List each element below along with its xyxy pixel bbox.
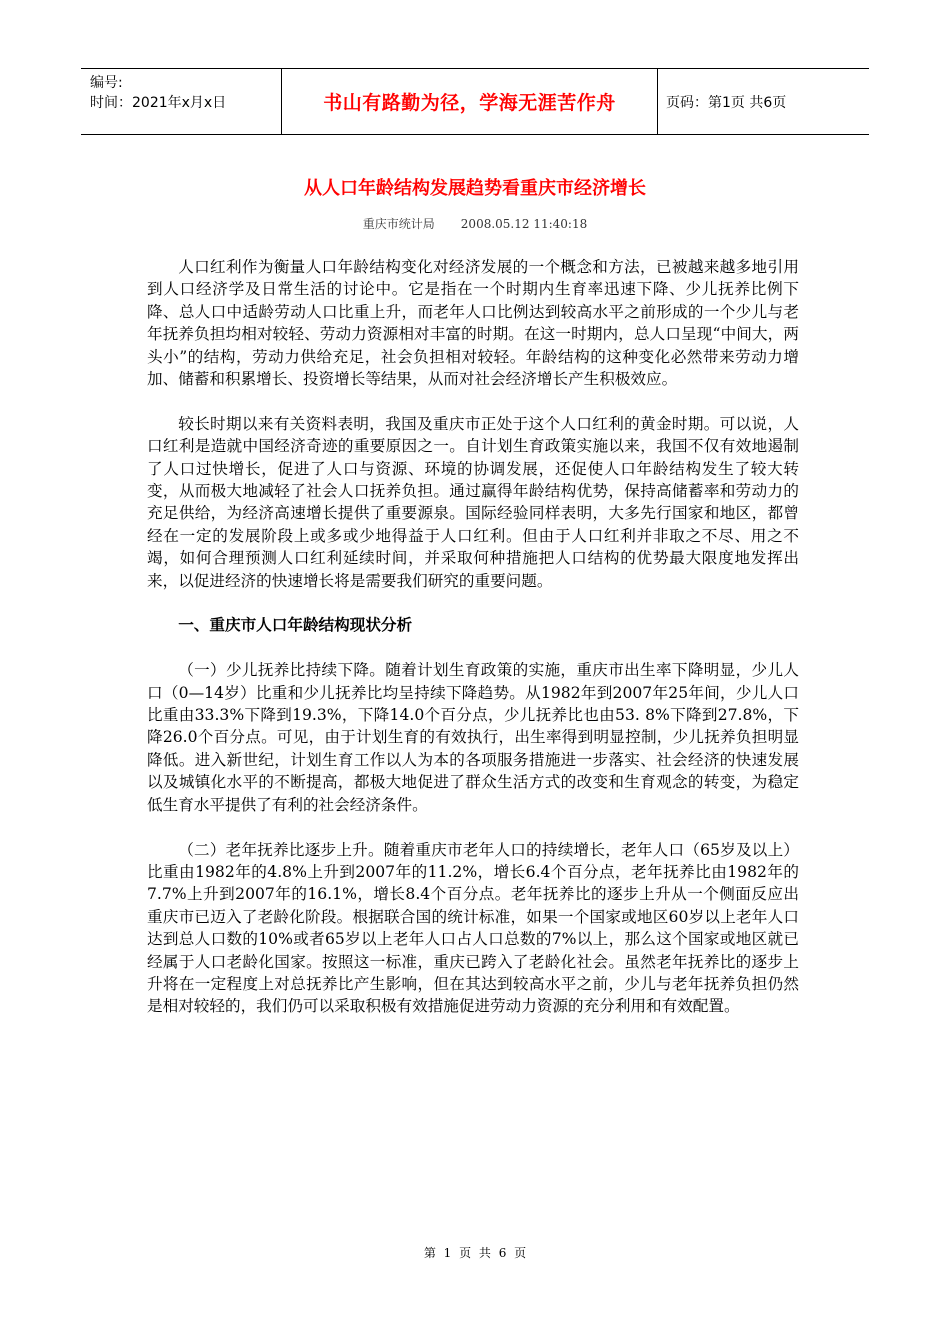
date-label: 时间：2021年x月x日	[90, 95, 227, 111]
article-meta	[0, 215, 950, 232]
page-header	[81, 68, 869, 135]
page-info: 页码：第1页 共6页	[666, 94, 787, 111]
paragraph: 较长时期以来有关资料表明，我国及重庆市正处于这个人口红利的黄金时期。可以说，人口红利是造就中国经济奇迹的重要原因之一。自计划生育政策实施以来，我国不仅有效地遏制了人口过快增长，促进了人口与资源、环境的协调发展，还促使人口年龄结构发生了较大转变，从而极大地减轻了社会人口抚养负担。通过赢得年龄结构优势，保持高储蓄率和劳动力的充足供给，为经济高速增长提供了重要源泉。国际经验同样表明，大多先行国家和地区，都曾经在一定的发展阶段上或多或少地得益于人口红利。但由于人口红利并非取之不尽、用之不竭，如何合理预测人口红利延续时间，并采取何种措施把人口结构的优势最大限度地发挥出来，以促进经济的快速增长将是需要我们研究的重要问题。	[147, 414, 799, 590]
paragraph: （二）老年抚养比逐步上升。随着重庆市老年人口的持续增长，老年人口（65岁及以上）比重由1982年的4.8%上升到2007年的11.2%，增长6.4个百分点，老年抚养比由1982年的7.7%上升到2007年的16.1%，增长8.4个百分点。老年抚养比的逐步上升从一个侧面反应出重庆市已迈入了老龄化阶段。根据联合国的统计标准，如果一个国家或地区60岁以上老年人口达到总人口数的10%或者65岁以上老年人口占人口总数的7%以上，那么这个国家或地区就已经属于人口老龄化国家。按照这一标准，重庆已跨入了老龄化社会。虽然老年抚养比的逐步上升将在一定程度上对总抚养比产生影响，但在其达到较高水平之前，少儿与老年抚养负担仍然是相对较轻的，我们仍可以采取积极有效措施促进劳动力资源的充分利用和有效配置。	[147, 840, 799, 1016]
article-datetime: 2008.05.12 11:40:18	[460, 217, 588, 231]
serial-number-label: 编号:	[90, 75, 123, 91]
article-body	[147, 256, 799, 1018]
motto: 书山有路勤为径，学海无涯苦作舟	[282, 69, 658, 134]
article-source: 重庆市统计局	[362, 217, 435, 231]
article-title: 从人口年龄结构发展趋势看重庆市经济增长	[304, 178, 646, 199]
header-meta	[81, 69, 282, 134]
paragraph: 人口红利作为衡量人口年龄结构变化对经济发展的一个概念和方法，已被越来越多地引用到人口经济学及日常生活的讨论中。它是指在一个时期内生育率迅速下降、少儿抚养比例下降、总人口中适龄劳动人口比重上升，而老年人口比例达到较高水平之前形成的一个少儿与老年抚养负担均相对较轻、劳动力资源相对丰富的时期。在这一时期内，总人口呈现“中间大，两头小”的结构，劳动力供给充足，社会负担相对较轻。年龄结构的这种变化必然带来劳动力增加、储蓄和积累增长、投资增长等结果，从而对社会经济增长产生积极效应。	[147, 258, 799, 389]
paragraph: （一）少儿抚养比持续下降。随着计划生育政策的实施，重庆市出生率下降明显，少儿人口（0—14岁）比重和少儿抚养比均呈持续下降趋势。从1982年到2007年25年间，少儿人口比重由33.3%下降到19.3%，下降14.0个百分点，少儿抚养比也由53. 8%下降到27.8%，下降26.0个百分点。可见，由于计划生育的有效执行，出生率得到明显控制，少儿抚养负担明显降低。进入新世纪，计划生育工作以人为本的各项服务措施进一步落实、社会经济的快速发展以及城镇化水平的不断提高，都极大地促进了群众生活方式的改变和生育观念的转变，为稳定低生育水平提供了有利的社会经济条件。	[147, 661, 799, 814]
page-footer: 第 1 页 共 6 页	[423, 1246, 527, 1260]
section-heading: 一、重庆市人口年龄结构现状分析	[178, 616, 413, 635]
